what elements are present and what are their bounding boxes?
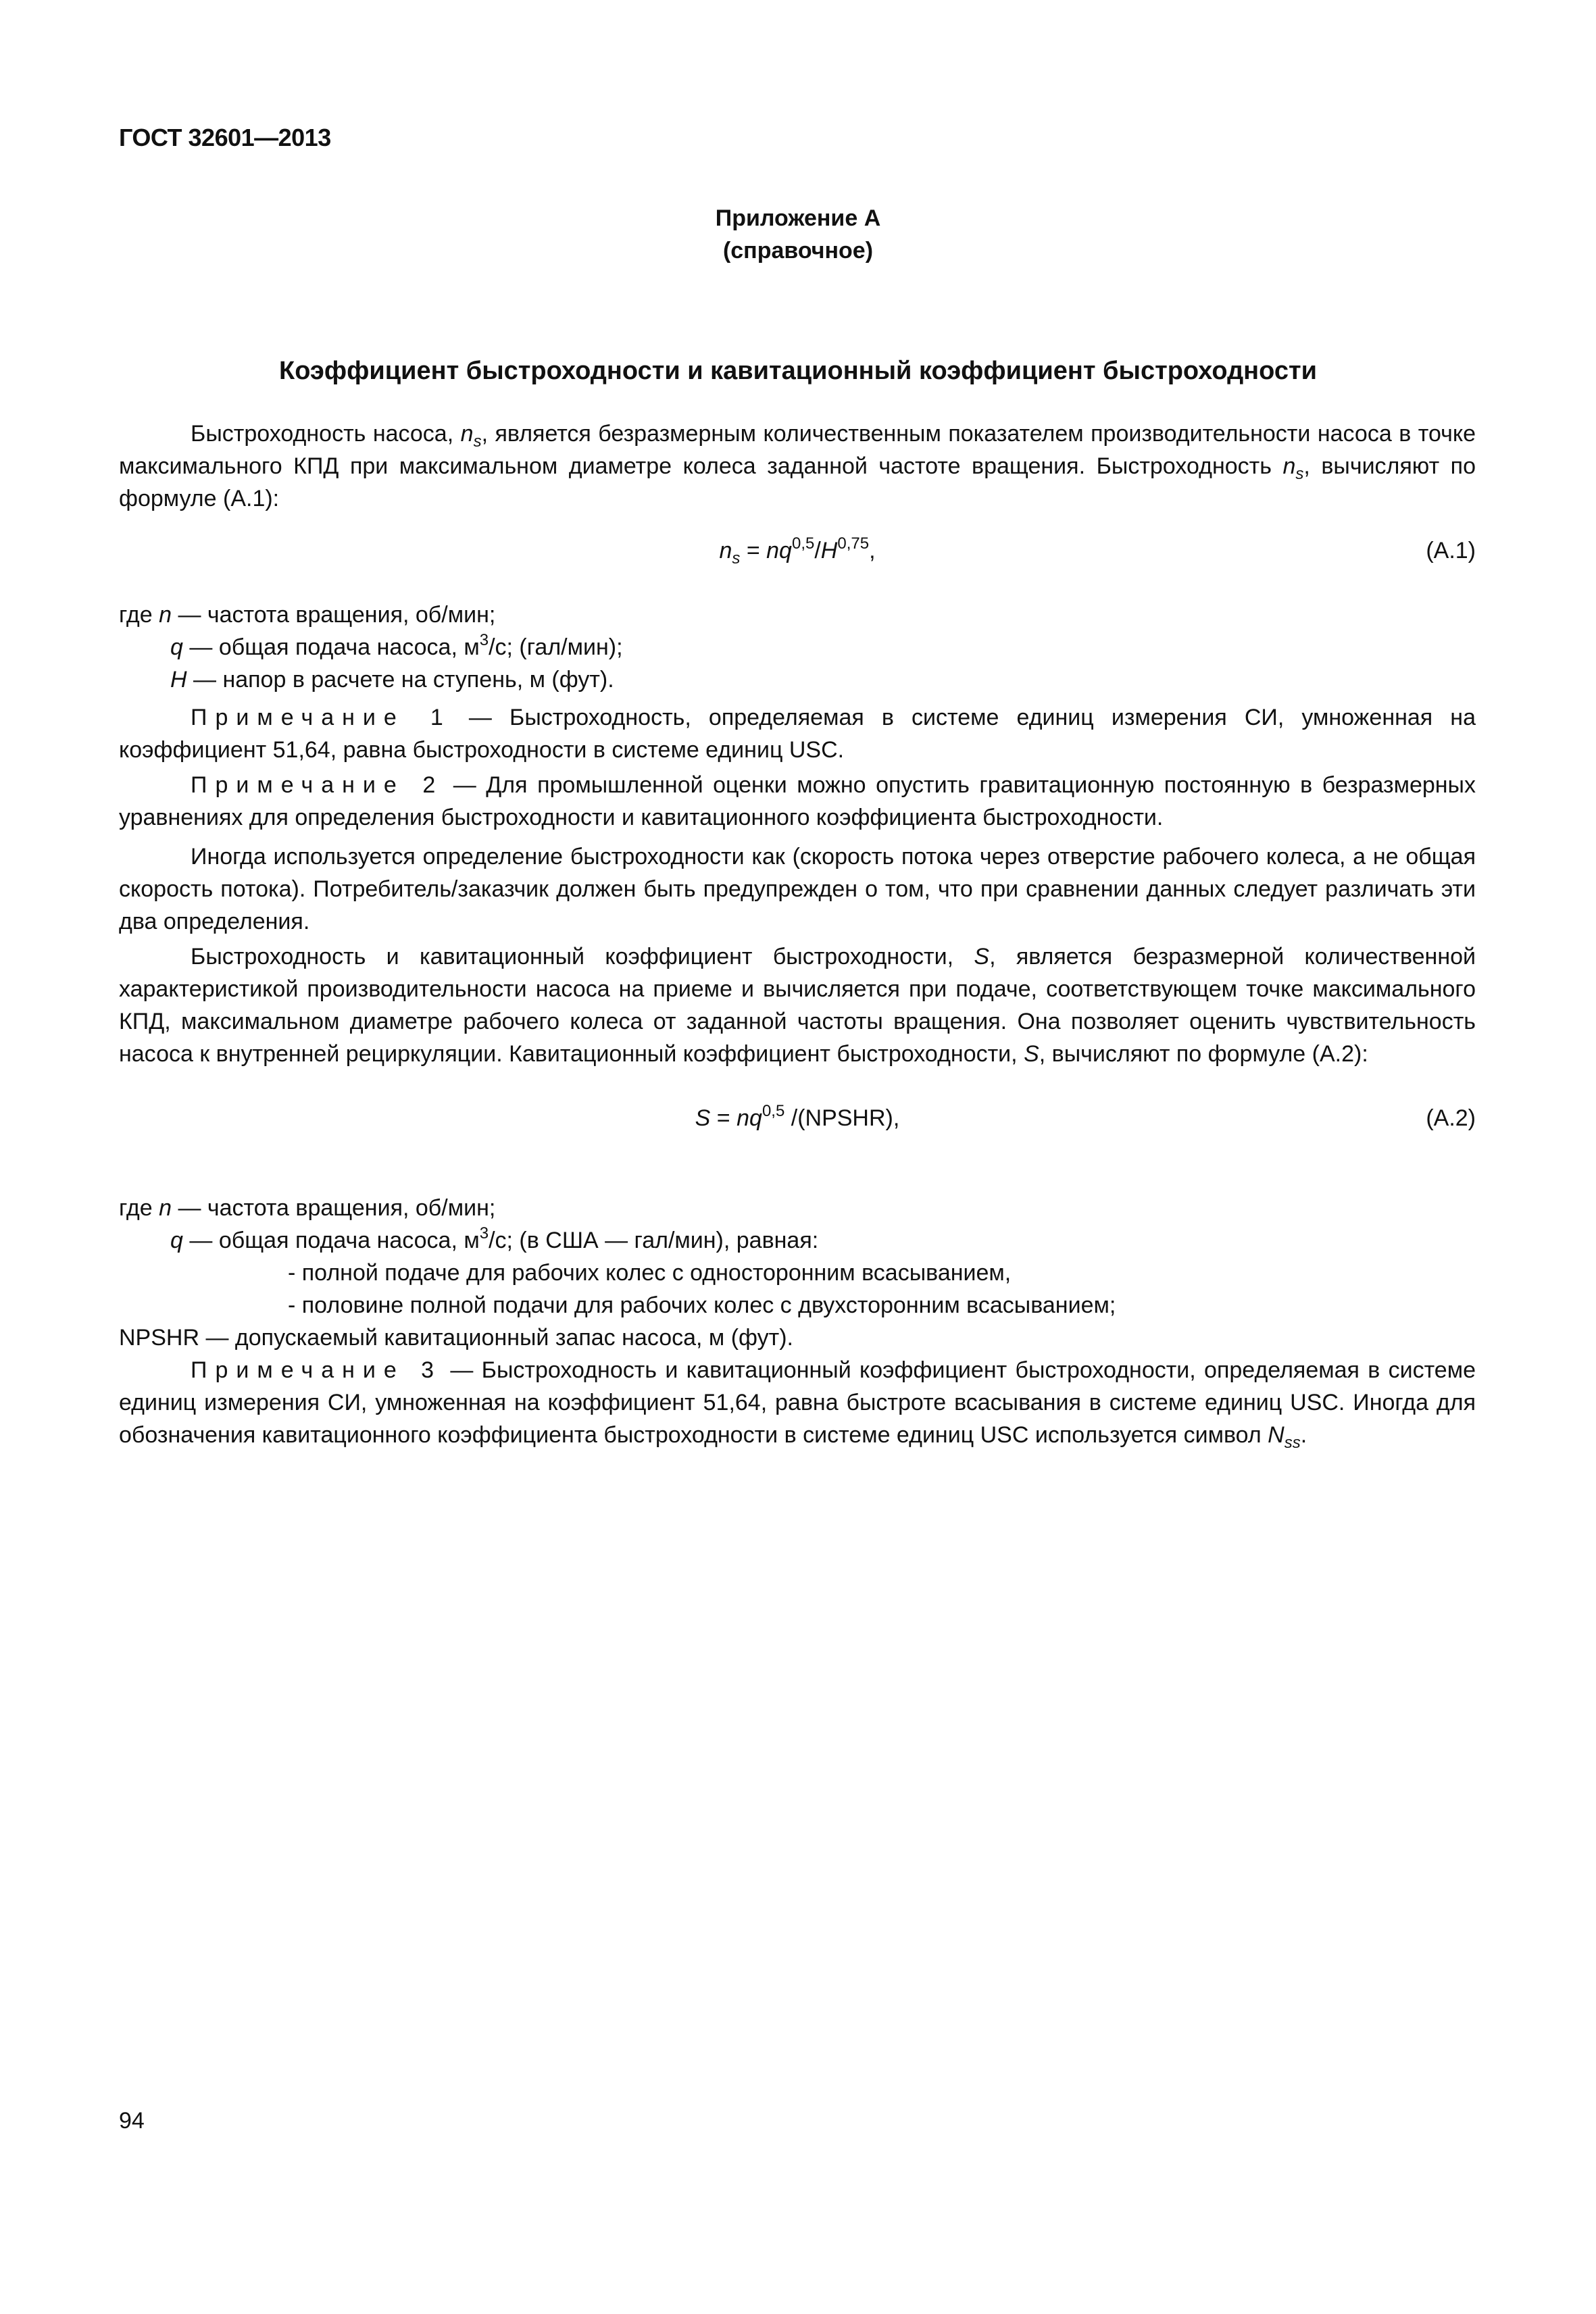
where-h: H — напор в расчете на ступень, м (фут). <box>170 667 614 693</box>
main-text-block-1 <box>119 599 1476 1070</box>
paragraph-definition: Иногда используется определение быстроходности как (скорость потока через отверстие рабочего колеса, а не общая скорость потока). Потребитель/заказчик должен быть предупрежден о том, что при сравнении данных следует различать эти два определения. <box>119 844 1476 934</box>
formula-a2 <box>119 1102 1476 1140</box>
paragraph-suction-specific-speed: Быстроходность и кавитационный коэффициент быстроходности, S, является безразмерной количественной характеристикой производительности насоса на приеме и вычисляется при подаче, соответствующем точке максимального КПД, максимальном диаметре рабочего колеса от заданной частоты вращения. Она позволяет оценить чувствительность насоса к внутренней рециркуляции. Кавитационный коэффициент быстроходности, S, вычисляют по формуле (А.2): <box>119 944 1476 1067</box>
where-n: где n — частота вращения, об/мин; <box>119 602 496 628</box>
annex-title: Приложение А <box>715 205 881 231</box>
formula-a1-number: (А.1) <box>1426 538 1476 563</box>
where2-q-item-1: - полной подаче для рабочих колес с односторонним всасыванием, <box>288 1260 1012 1286</box>
note-1: Примечание 1 — Быстроходность, определяемая в системе единиц измерения СИ, умноженная на коэффициент 51,64, равна быстроходности в системе единиц USC. <box>119 705 1476 763</box>
note-1-label: Примечание 1 <box>191 705 451 730</box>
intro-block <box>119 418 1476 515</box>
where2-q: q — общая подача насоса, $м^3/с$; (в США — гал/мин), равная: <box>170 1224 819 1253</box>
where2-n: где n — частота вращения, об/мин; <box>119 1195 496 1221</box>
paragraph-specific-speed: Быстроходность насоса, $n_s$, является безразмерным количественным показателем производительности насоса в точке максимального КПД при максимальном диаметре колеса заданной частоте вращения. Быстроходность $n_s$, вычисляют по формуле (А.1): <box>119 421 1476 511</box>
formula-a2-number: (А.2) <box>1426 1105 1476 1131</box>
formula-a2-expression: S = nq$^{0,5}$ /(NPSHR), <box>695 1102 900 1131</box>
section-heading: Коэффициент быстроходности и кавитационный коэффициент быстроходности <box>279 357 1317 385</box>
where2-q-item-2: - половине полной подачи для рабочих колес с двухсторонним всасыванием; <box>288 1292 1116 1318</box>
annex-subtitle: (справочное) <box>722 238 874 263</box>
main-text-block-2 <box>119 1192 1476 1451</box>
note-3-label: Примечание 3 <box>191 1357 443 1383</box>
standard-code: ГОСТ 32601—2013 <box>119 124 331 151</box>
where2-npshr: NPSHR — допускаемый кавитационный запас насоса, м (фут). <box>119 1325 793 1351</box>
note-2: Примечание 2 — Для промышленной оценки можно опустить гравитационную постоянную в безразмерных уравнениях для определения быстроходности и кавитационного коэффициента быстроходности. <box>119 772 1476 830</box>
formula-a1 <box>119 534 1476 573</box>
note-2-label: Примечание 2 <box>191 772 444 798</box>
note-3: Примечание 3 — Быстроходность и кавитационный коэффициент быстроходности, определяемая в системе единиц измерения СИ, умноженная на коэффициент 51,64, равна быстроте всасывания в системе единиц USC. Иногда для обозначения кавитационного коэффициента быстроходности в системе единиц USC используется символ $N_{ss}$. <box>119 1357 1476 1452</box>
where-q: q — общая подача насоса, $м^3/с$; (гал/мин); <box>170 631 623 660</box>
page-number: 94 <box>119 2108 145 2134</box>
formula-a1-expression: $n_s = nq^{0,5}/H^{0,75}$, <box>719 534 876 568</box>
